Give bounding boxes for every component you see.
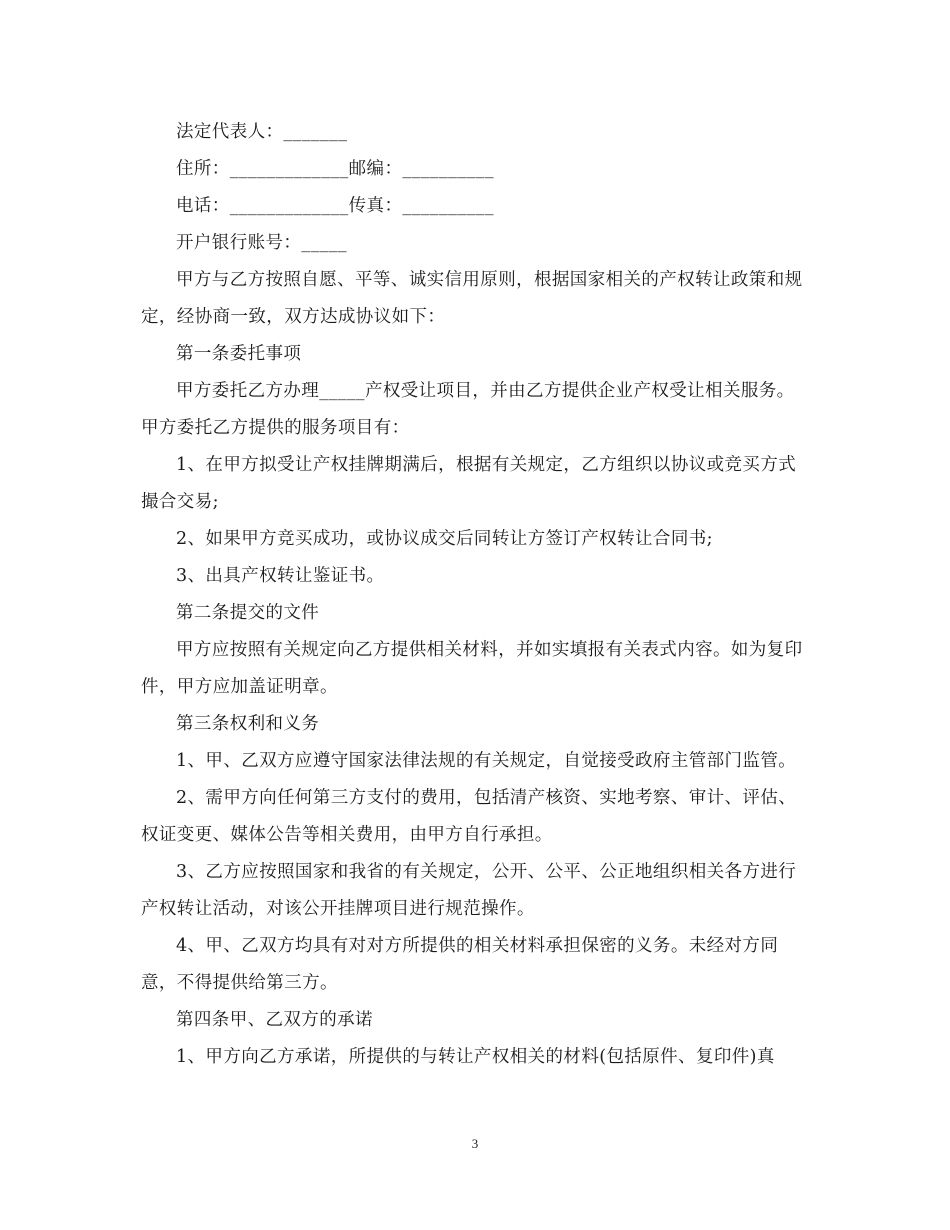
article-3-heading: 第三条权利和义务 (176, 714, 320, 734)
article-2-paragraph: 甲方应按照有关规定向乙方提供相关材料，并如实填报有关表式内容。如为复印件，甲方应加盖证明章。 (141, 640, 803, 697)
bank-account-line: 开户银行账号：_____ (176, 233, 348, 253)
preamble-paragraph: 甲方与乙方按照自愿、平等、诚实信用原则，根据国家相关的产权转让政策和规定，经协商一致，双方达成协议如下： (141, 270, 803, 327)
article-4-item-1: 1、甲方向乙方承诺，所提供的与转让产权相关的材料(包括原件、复印件)真 (176, 1047, 775, 1067)
article-3-item-2: 2、需甲方向任何第三方支付的费用，包括清产核资、实地考察、审计、评估、权证变更、媒体公告等相关费用，由甲方自行承担。 (141, 788, 797, 845)
document-body (141, 114, 811, 1076)
address-postcode-line: 住所：_____________邮编：__________ (176, 159, 494, 179)
article-4-heading: 第四条甲、乙双方的承诺 (176, 1010, 373, 1030)
page-number: 3 (471, 1136, 479, 1151)
article-1-heading: 第一条委托事项 (176, 344, 302, 364)
legal-representative-line: 法定代表人：_______ (176, 122, 348, 142)
article-1-paragraph: 甲方委托乙方办理_____产权受让项目，并由乙方提供企业产权受让相关服务。甲方委托乙方提供的服务项目有： (141, 381, 795, 438)
phone-fax-line: 电话：_____________传真：__________ (176, 196, 494, 216)
article-1-item-2: 2、如果甲方竞买成功，或协议成交后同转让方签订产权转让合同书; (176, 529, 713, 549)
article-3-item-3: 3、乙方应按照国家和我省的有关规定，公开、公平、公正地组织相关各方进行产权转让活动，对该公开挂牌项目进行规范操作。 (141, 862, 797, 919)
article-3-item-1: 1、甲、乙双方应遵守国家法律法规的有关规定，自觉接受政府主管部门监管。 (176, 751, 797, 771)
article-1-item-1: 1、在甲方拟受让产权挂牌期满后，根据有关规定，乙方组织以协议或竞买方式撮合交易; (141, 455, 797, 512)
article-3-item-4: 4、甲、乙双方均具有对对方所提供的相关材料承担保密的义务。未经对方同意，不得提供给第三方。 (141, 936, 779, 993)
article-2-heading: 第二条提交的文件 (176, 603, 320, 623)
article-1-item-3: 3、出具产权转让鉴证书。 (176, 566, 385, 586)
